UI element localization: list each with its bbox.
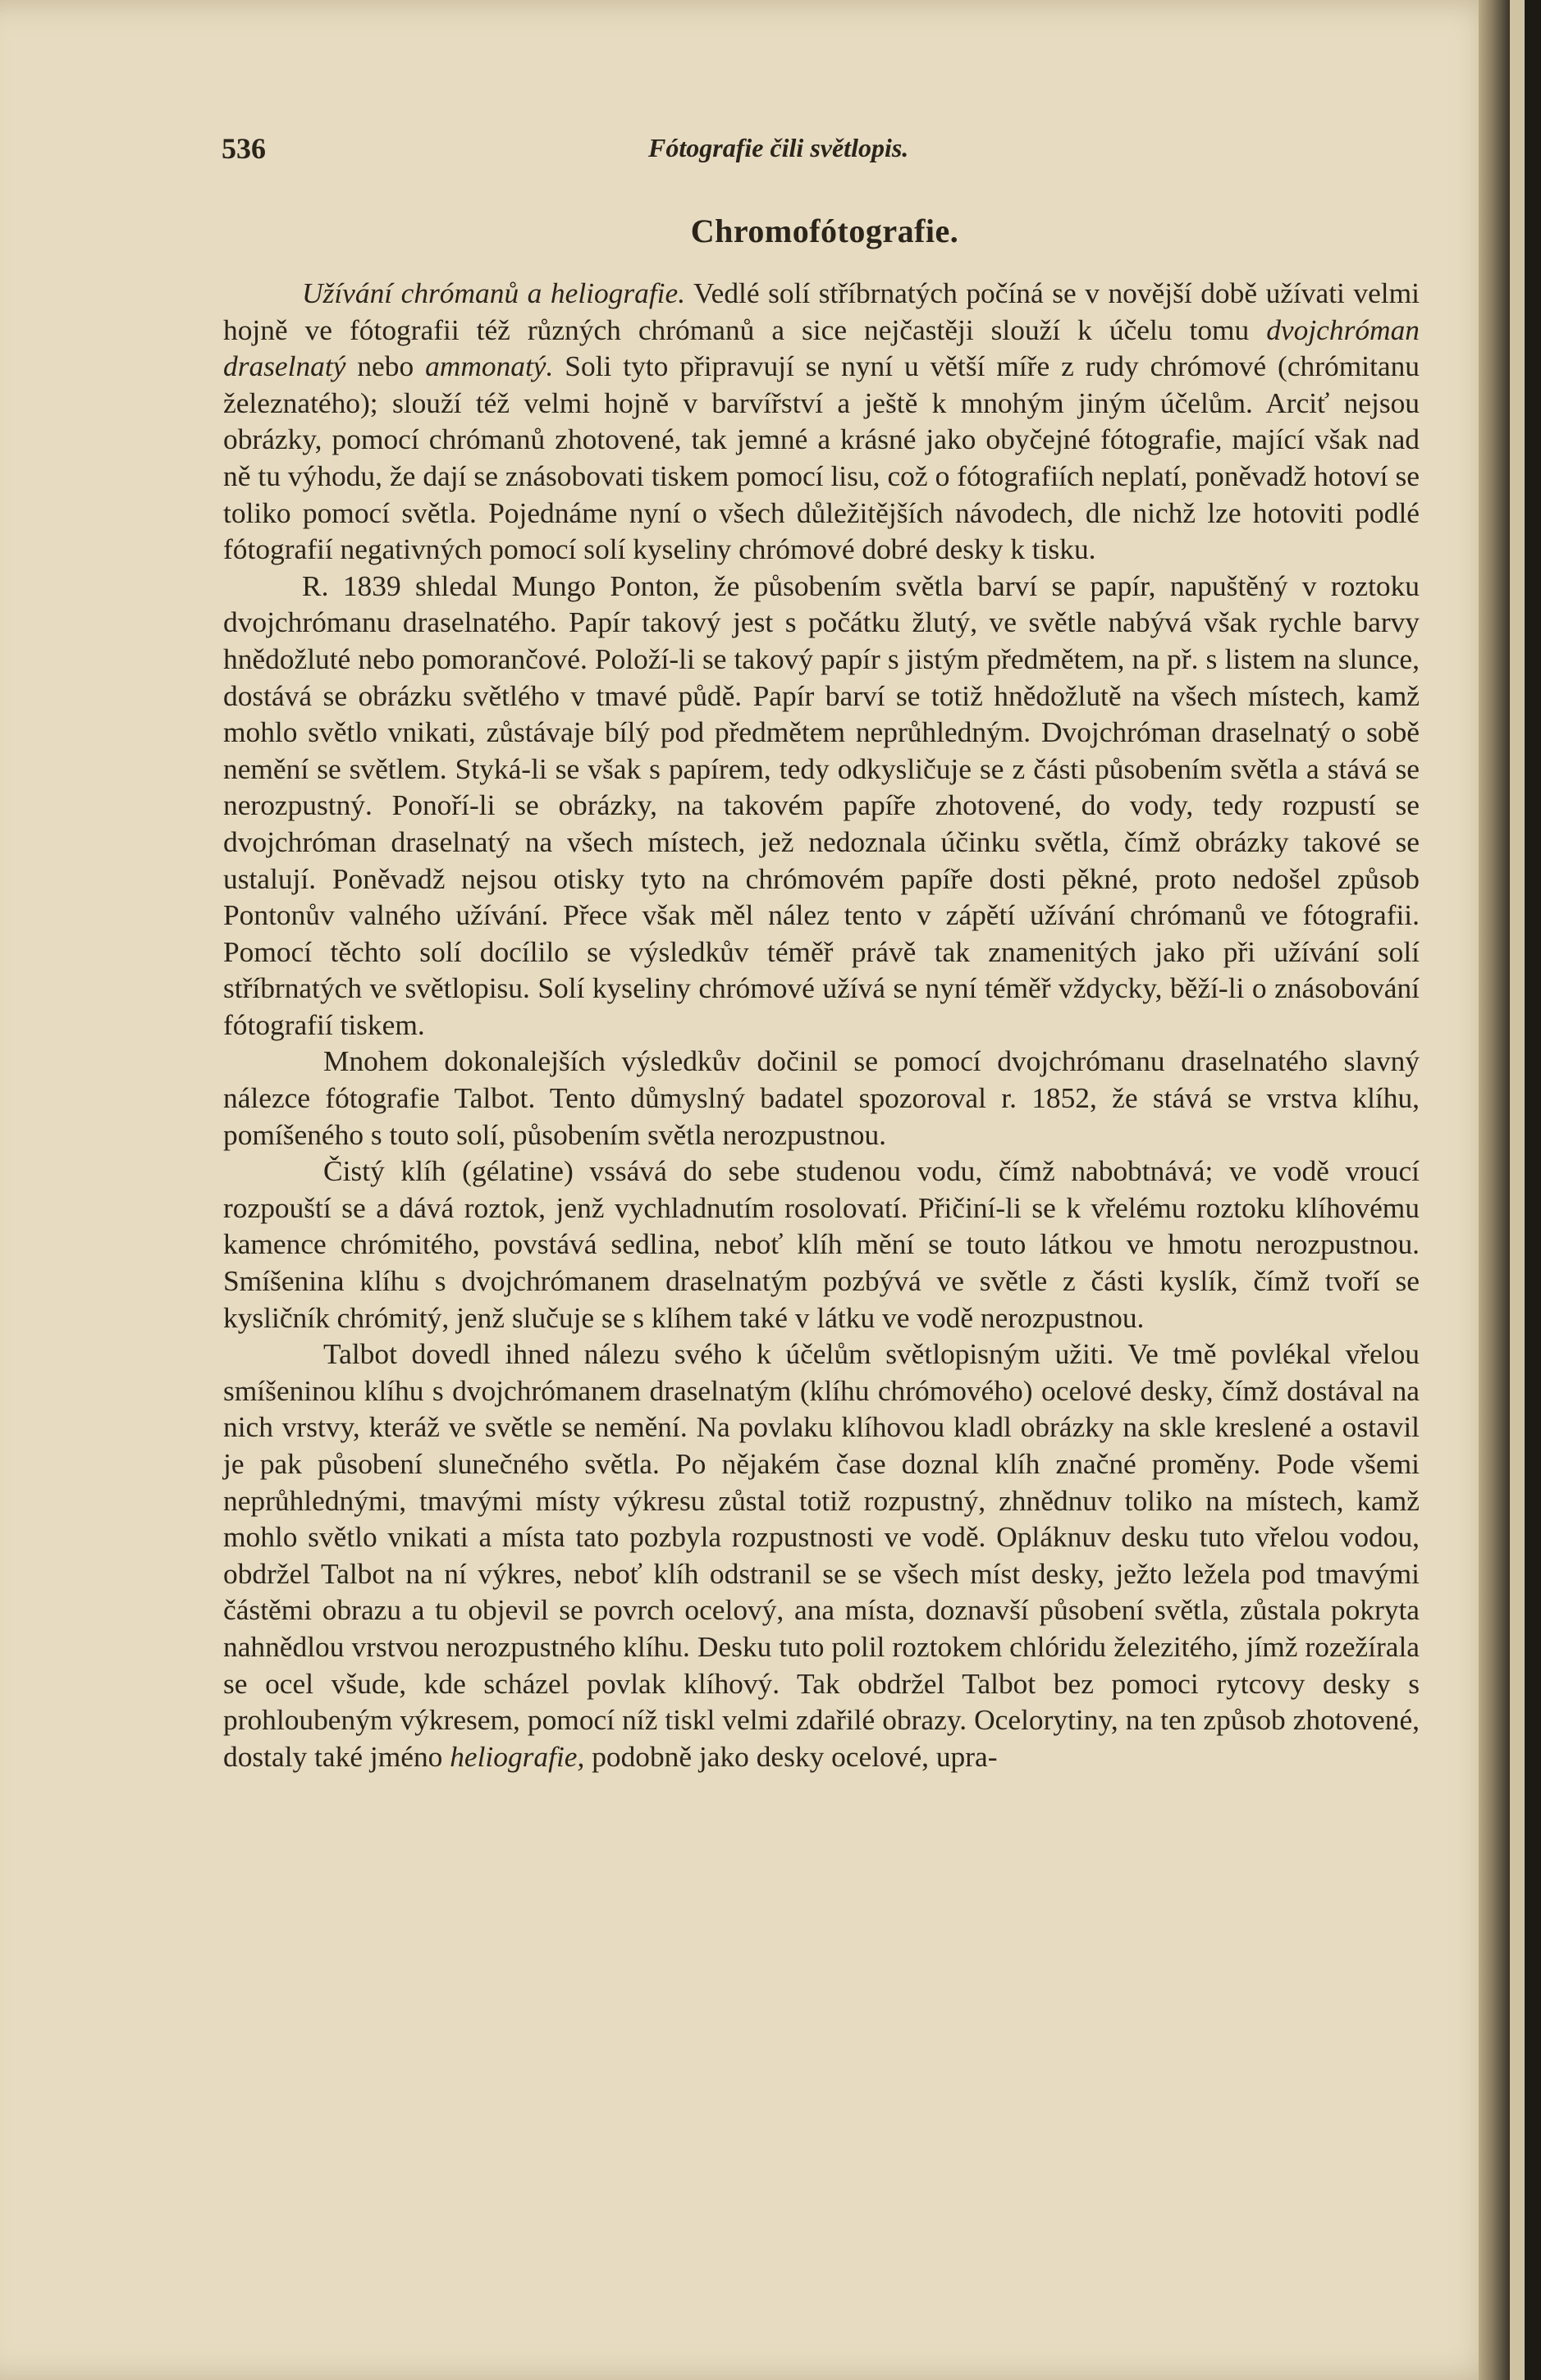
running-title: Fótografie čili světlopis.: [648, 133, 909, 162]
paragraph-text: Talbot dovedl ihned nálezu svého k účelům světlopisným užiti. Ve tmě povlékal vřelou smíšeninou klíhu s dvojchrómanem draselnatým (klíhu chrómového) ocelové desky, čímž dostával na nich vrstvy, kteráž ve světle se nemění. Na povlaku klíhovou kladl obrázky na skle kreslené a ostavil je pak působení slunečného světla. Po nějakém čase doznal klíh značné proměny. Pode všemi neprůhlednými, tmavými místy výkresu zůstal totiž rozpustný, zhnědnuv toliko na místech, kamž mohlo světlo vnikati a místa tato pozbyla rozpustnosti ve vodě. Opláknuv desku tuto vřelou vodou, obdržel Talbot na ní výkres, neboť klíh odstranil se se všech míst desky, ježto ležela pod tmavými částěmi obrazu a tu objevil se povrch ocelový, ana místa, doznavší působení světla, zůstala pokryta nahnědlou vrstvou nerozpustného klíhu. Desku tuto polil roztokem chlóridu železitého, jímž rozežírala se ocel všude, kde scházel povlak klíhový. Tak obdržel Talbot bez pomoci rytcovy desky s prohloubeným výkresem, pomocí níž tiskl velmi zdařilé obrazy. Ocelorytiny, na ten způsob zhotovené, dostaly také jméno: [223, 1337, 1420, 1773]
section-heading: Chromofótografie.: [690, 212, 959, 249]
paragraph-lead: Užívání chrómanů a heliografie.: [302, 276, 686, 309]
paragraph-text: nebo: [345, 349, 426, 383]
paragraph-3: Mnohem dokonalejších výsledkův dočinil se pomocí dvojchrómanu draselnatého slavný nálezce fótografie Talbot. Tento důmyslný badatel spozoroval r. 1852, že stává se vrstva klíhu, pomíšeného s touto solí, působením světla nerozpustnou.: [223, 1044, 1420, 1151]
paragraph-4: Čistý klíh (gélatine) vssává do sebe studenou vodu, čímž nabobtnává; ve vodě vroucí rozpouští se a dává roztok, jenž vychladnutím rosolovatí. Přičiní-li se k vřelému roztoku klíhovému kamence chrómitého, povstává sedlina, neboť klíh mění se touto látkou ve hmotu nerozpustnou. Smíšenina klíhu s dvojchrómanem draselnatým pozbývá ve světle z části kyslík, čímž tvoří se kysličník chrómitý, jenž slučuje se s klíhem také v látku ve vodě nerozpustnou.: [223, 1154, 1420, 1334]
paragraph-5: [223, 1336, 1420, 1775]
page-edge-shadow: [1479, 0, 1510, 2380]
body-text: [223, 275, 1420, 1775]
running-head: [222, 131, 1428, 172]
paragraph-text: Soli tyto připravují se nyní u větší míře z rudy chrómové (chrómitanu železnatého); slouží též velmi hojně v barvířství a ještě k mnohým jiným účelům. Arciť nejsou obrázky, pomocí chrómanů zhotovené, tak jemné a krásné jako obyčejné fótografie, mající však nad ně tu výhodu, že dají se znásobovati tiskem pomocí lisu, což o fótografiích neplatí, poněvadž hotoví se toliko pomocí světla. Pojednáme nyní o všech důležitějších návodech, dle nichž lze hotoviti podlé fótografií negativných pomocí solí kyseliny chrómové dobré desky k tisku.: [223, 349, 1420, 566]
paragraph-1: [223, 275, 1420, 568]
paragraph-text: podobně jako desky ocelové, upra-: [584, 1739, 998, 1773]
book-binding: [1525, 0, 1541, 2380]
paragraph-2: R. 1839 shledal Mungo Ponton, že působením světla barví se papír, napuštěný v roztoku dvojchrómanu draselnatého. Papír takový jest s počátku žlutý, ve světle nabývá však rychle barvy hnědožluté nebo pomorančové. Položí-li se takový papír s jistým předmětem, na př. s listem na slunce, dostává se obrázku světlého v tmavé půdě. Papír barví se totiž hnědožlutě na všech místech, kamž mohlo světlo vnikati, zůstávaje bílý pod předmětem neprůhledným. Dvojchróman draselnatý o sobě nemění se světlem. Styká-li se však s papírem, tedy odkysličuje se z části působením světla a stává se nerozpustný. Ponoří-li se obrázky, na takovém papíře zhotovené, do vody, tedy rozpustí se dvojchróman draselnatý na všech místech, jež nedoznala účinku světla, čímž obrázky takové se ustalují. Poněvadž nejsou otisky tyto na chrómovém papíře dosti pěkné, proto nedošel způsob Pontonův valného užívání. Přece však měl nález tento v zápětí užívání chrómanů ve fótografii. Pomocí těchto solí docílilo se výsledkův téměř právě tak znamenitých jako při užívání solí stříbrnatých ve světlopisu. Solí kyseliny chrómové užívá se nyní téměř vždycky, běží-li o znásobování fótografií tiskem.: [223, 569, 1420, 1041]
emphasis-term: dvojchróman draselnatý: [223, 313, 1420, 383]
emphasis-term: heliografie,: [450, 1739, 585, 1773]
page-number: 536: [222, 132, 266, 165]
emphasis-term: ammonatý.: [425, 349, 554, 383]
paragraph-text: Vedlé solí stříbrnatých počíná se v novější době užívati velmi hojně ve fótografii též různých chrómanů a sice nejčastěji slouží k účelu tomu: [223, 276, 1420, 346]
